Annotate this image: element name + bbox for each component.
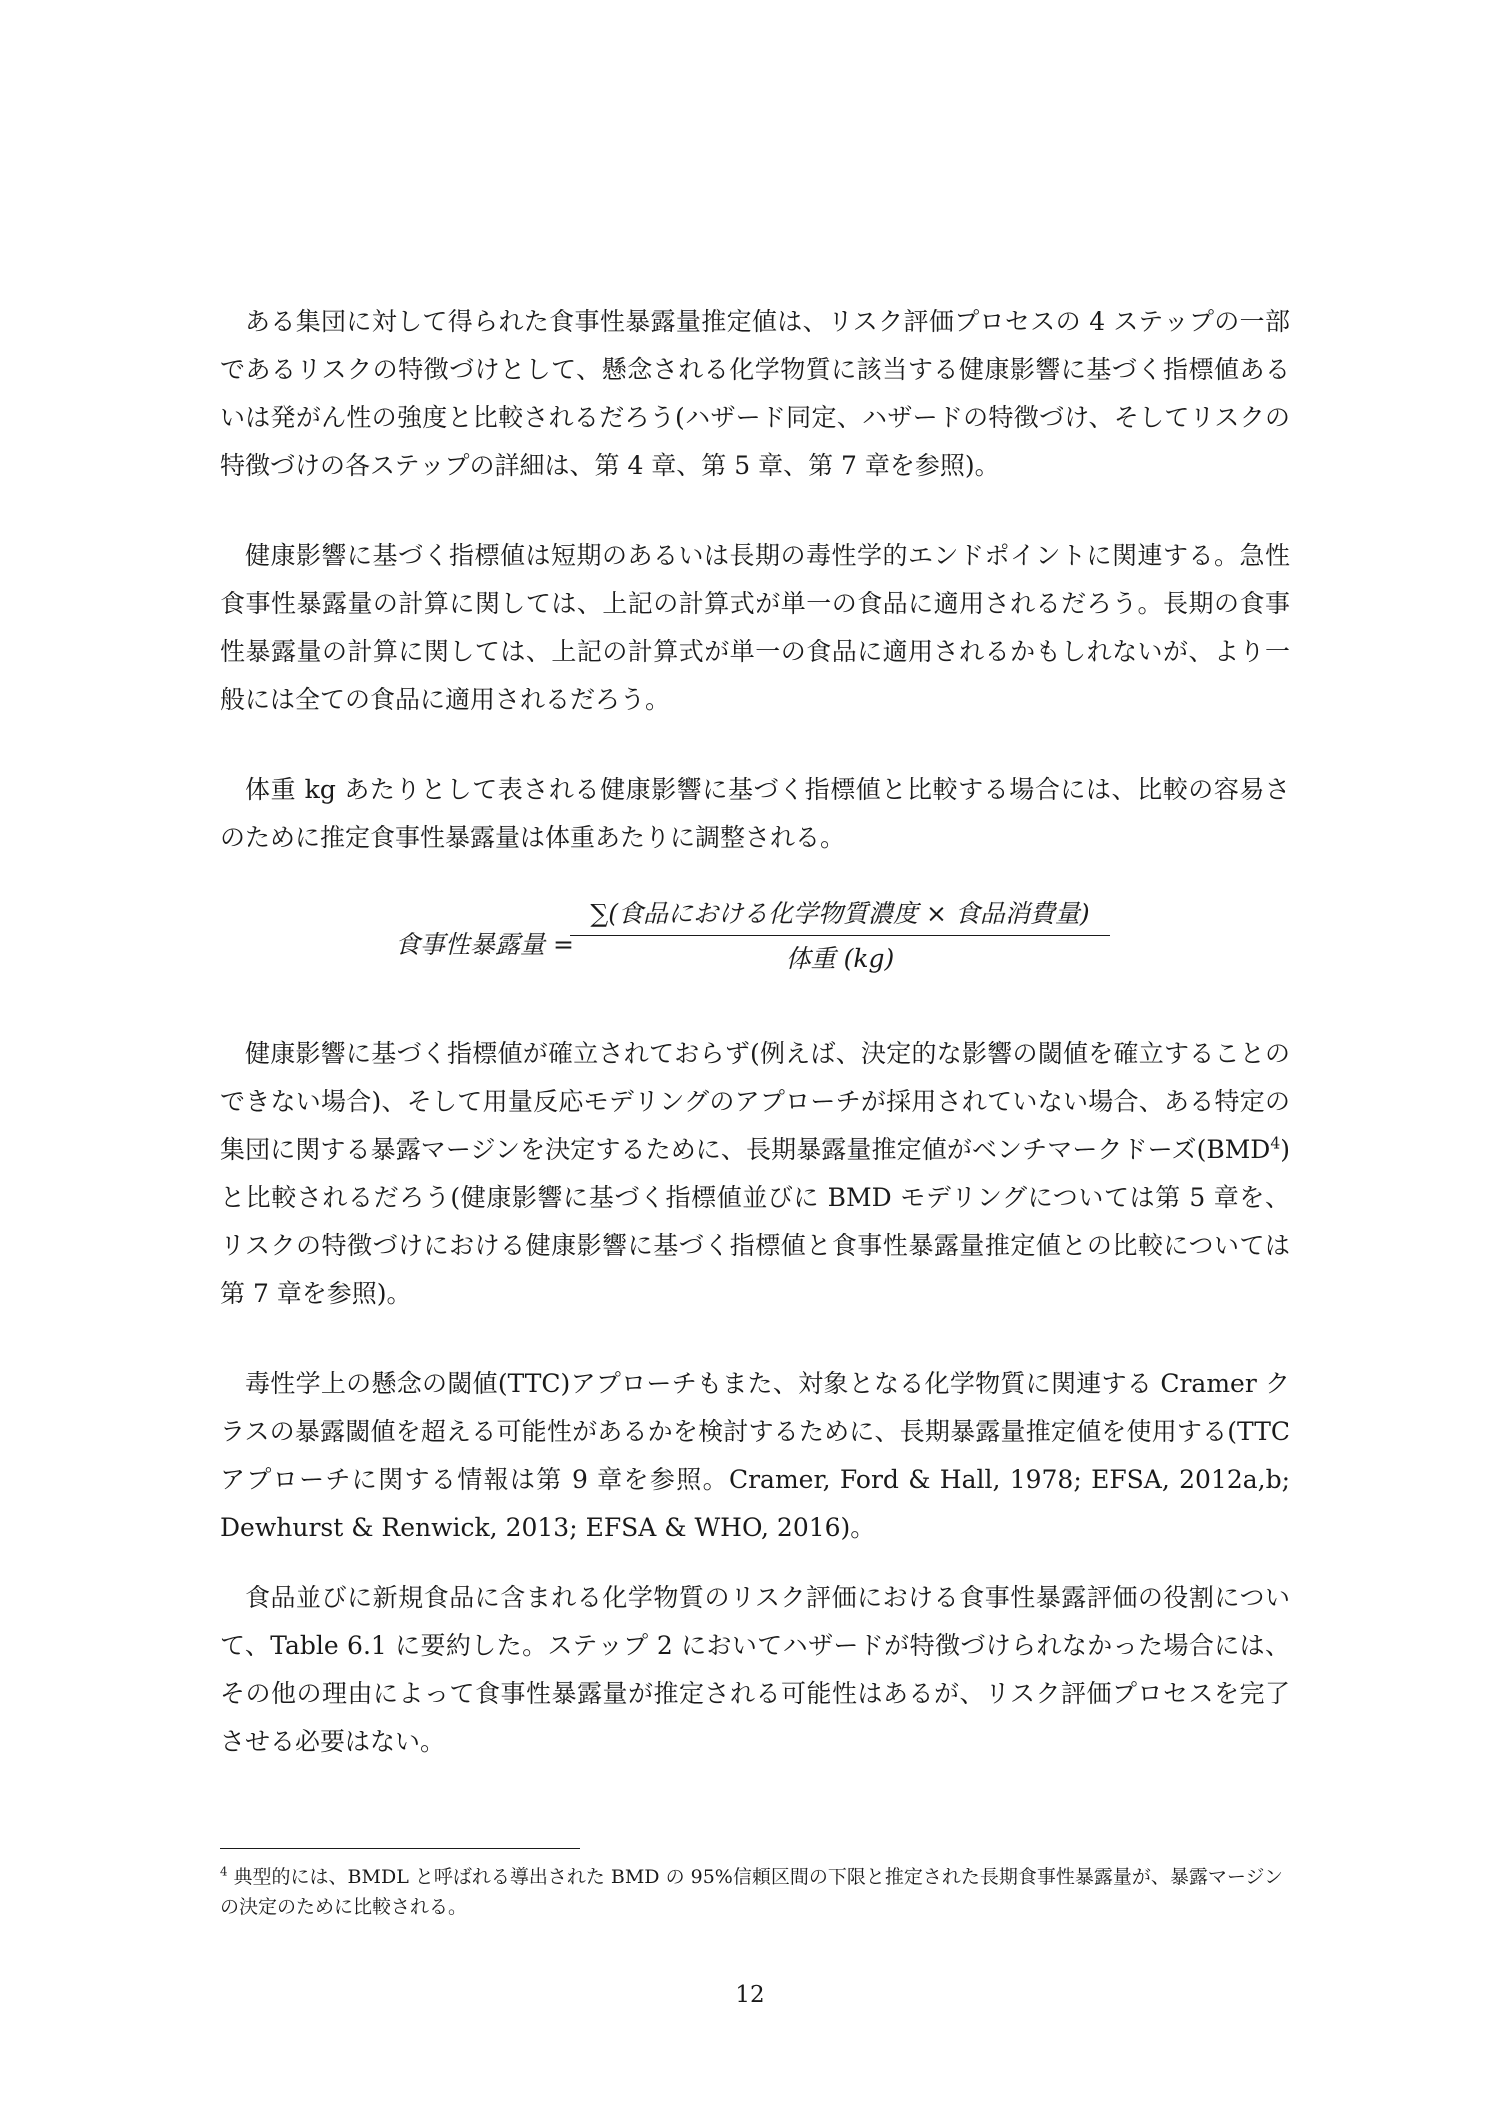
formula-fraction xyxy=(570,895,1110,978)
dietary-exposure-formula xyxy=(395,895,1155,985)
footnote-reference[interactable]: 4 xyxy=(1270,1134,1281,1153)
footnote xyxy=(220,1862,1290,1922)
formula-lhs: 食事性暴露量 = xyxy=(395,930,574,959)
paragraph-health-based-guidance: 健康影響に基づく指標値は短期のあるいは長期の毒性学的エンドポイントに関連する。急性食事性暴露量の計算に関しては、上記の計算式が単一の食品に適用されるだろう。長期の食事性暴露量の計算に関しては、上記の計算式が単一の食品に適用されるかもしれないが、より一般には全ての食品に適用されるだろう。 xyxy=(220,541,1290,714)
page-number: 12 xyxy=(735,1982,765,2008)
formula-numerator: ∑(食品における化学物質濃度 × 食品消費量) xyxy=(590,899,1090,928)
formula-fraction-bar xyxy=(570,935,1110,936)
footnote-marker: 4 xyxy=(220,1864,228,1879)
paragraph-risk-characterization: ある集団に対して得られた食事性暴露量推定値は、リスク評価プロセスの 4 ステップの一部であるリスクの特徴づけとして、懸念される化学物質に該当する健康影響に基づく指標値あるいは発がん性の強度と比較されるだろう(ハザード同定、ハザードの特徴づけ、そしてリスクの特徴づけの各ステップの詳細は、第 4 章、第 5 章、第 7 章を参照)。 xyxy=(220,307,1290,480)
paragraph-body-weight-adjustment: 体重 kg あたりとして表される健康影響に基づく指標値と比較する場合には、比較の容易さのために推定食事性暴露量は体重あたりに調整される。 xyxy=(220,775,1290,852)
paragraph-text-part: 健康影響に基づく指標値が確立されておらず(例えば、決定的な影響の閾値を確立することのできない場合)、そして用量反応モデリングのアプローチが採用されていない場合、ある特定の集団に関する暴露マージンを決定するために、長期暴露量推定値がベンチマークドーズ(BMD xyxy=(220,1039,1290,1164)
paragraph-role-summary: 食品並びに新規食品に含まれる化学物質のリスク評価における食事性暴露評価の役割について、Table 6.1 に要約した。ステップ 2 においてハザードが特徴づけられなかった場合には、その他の理由によって食事性暴露量が推定される可能性はあるが、リスク評価プロセスを完了させる必要はない。 xyxy=(220,1583,1290,1756)
paragraph-margin-of-exposure xyxy=(220,1030,1290,1318)
paragraph-ttc-approach: 毒性学上の懸念の閾値(TTC)アプローチもまた、対象となる化学物質に関連する Cramer クラスの暴露閾値を超える可能性があるかを検討するために、長期暴露量推定値を使用する(TTC アプローチに関する情報は第 9 章を参照。Cramer, Ford & Hall, 1978; EFSA, 2012a,b; Dewhurst & Renwick, 2013; EFSA & WHO, 2016)。 xyxy=(220,1369,1290,1542)
footnote-divider xyxy=(220,1848,580,1849)
footnote-text: 典型的には、BMDL と呼ばれる導出された BMD の 95%信頼区間の下限と推定された長期食事性暴露量が、暴露マージンの決定のために比較される。 xyxy=(220,1866,1284,1918)
formula-denominator: 体重 (kg) xyxy=(785,944,895,973)
paragraph-text-part: )と比較されるだろう(健康影響に基づく指標値並びに BMD モデリングについては第 5 章を、リスクの特徴づけにおける健康影響に基づく指標値と食事性暴露量推定値との比較については第 7 章を参照)。 xyxy=(220,1135,1290,1308)
